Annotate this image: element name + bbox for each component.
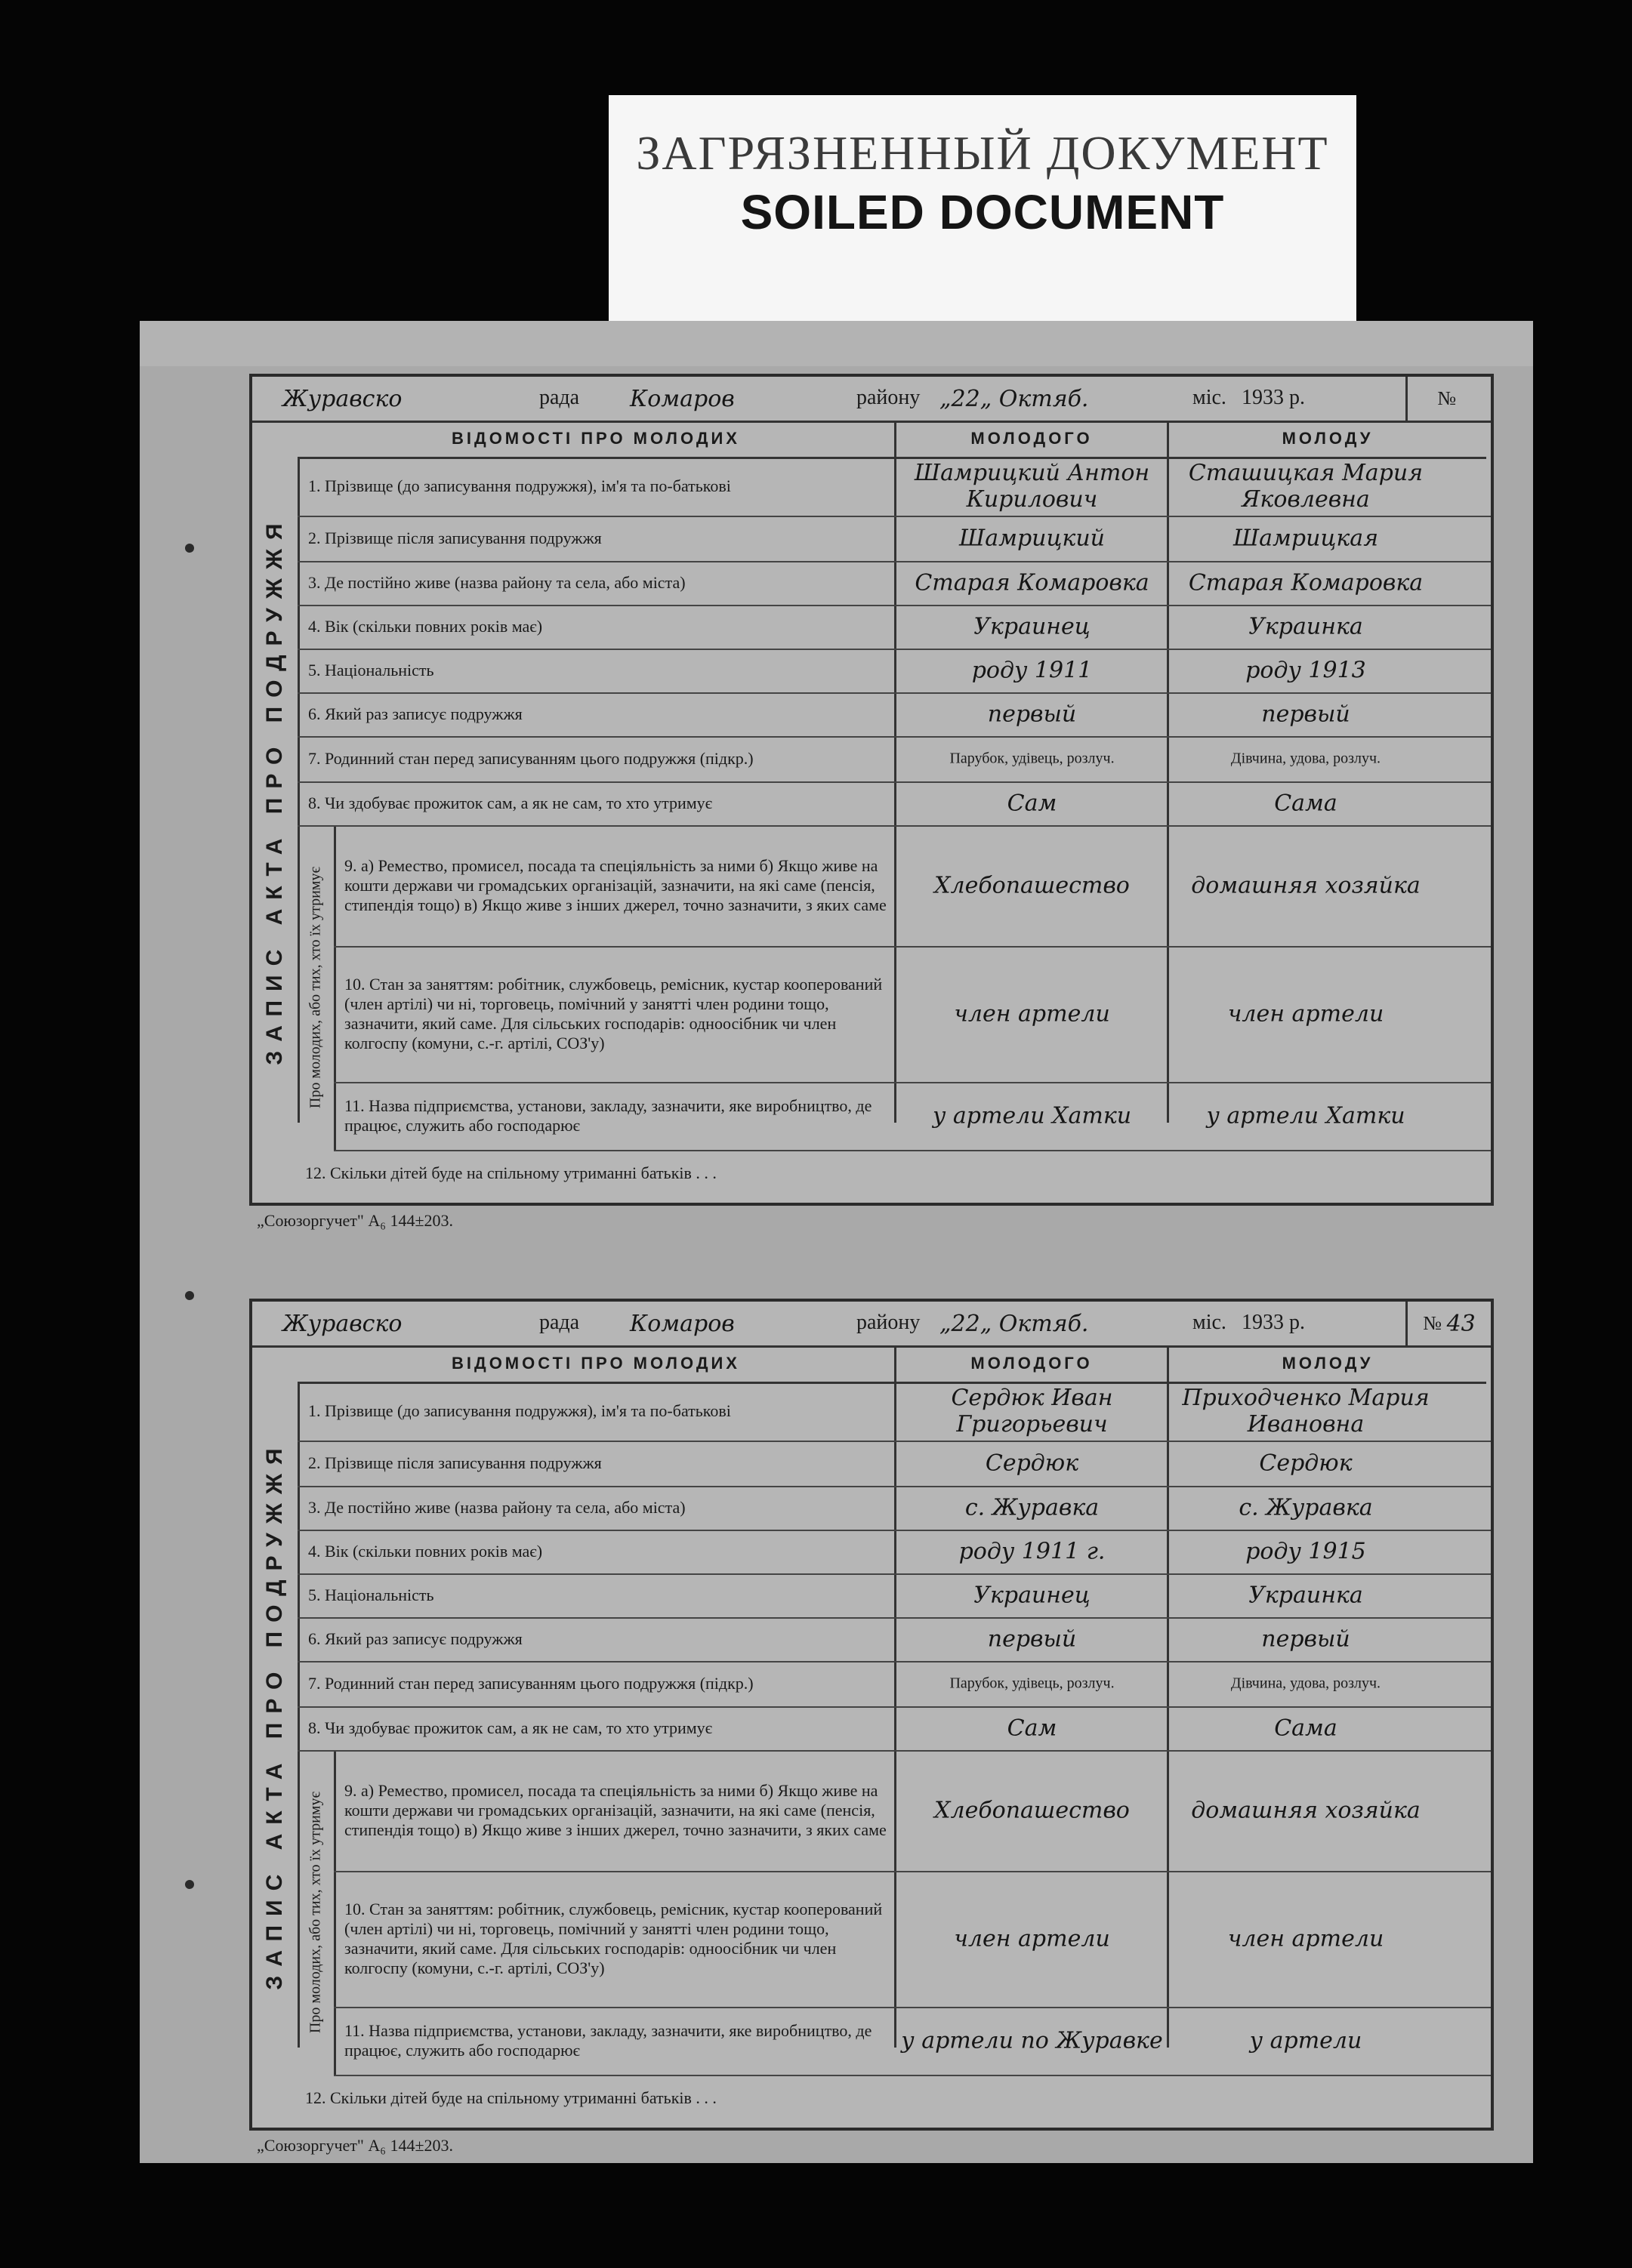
marriage-form-1 (249, 374, 1494, 1206)
question-8: 8. Чи здобуває прожиток сам, а як не сам, то хто утримує (308, 1718, 713, 1737)
column-header-info: ВІДОМОСТІ ПРО МОЛОДИХ (298, 1345, 894, 1384)
question-2: 2. Прізвище після записування подружжя (308, 1453, 602, 1472)
question-5: 5. Національність (308, 661, 434, 679)
form-row (298, 1486, 1491, 1531)
question-12: 12. Скільки дітей буде на спільному утриманні батьків . . . (305, 1163, 717, 1182)
bride-answer-9: домашняя хозяйка (1191, 872, 1421, 899)
groom-answer-11: у артели по Журавке (901, 2027, 1163, 2054)
form-row (298, 1617, 1491, 1662)
form-row (298, 605, 1491, 650)
vertical-title: ЗАПИС АКТА ПРО ПОДРУЖЖЯ (252, 457, 300, 1123)
groom-answer-3: с. Журавка (964, 1494, 1100, 1521)
question-9: 9. а) Ремество, промисел, посада та спеціяльність за ними б) Якщо живе на кошти держави чи громадських організацій, зазначити, на які саме (пенсія, стипендія тощо) в) Якщо живе з інших джерел, точно зазначити, з яких саме (344, 856, 887, 914)
bride-marital-options: Дівчина, удова, розлуч. (1230, 750, 1381, 767)
groom-answer-6: первый (987, 701, 1077, 728)
bride-answer-5: роду 1913 (1245, 657, 1366, 684)
bride-answer-2: Шамрицкая (1232, 525, 1379, 552)
groom-answer-4: Украинец (973, 613, 1091, 640)
question-1: 1. Прізвище (до записування подружжя), ім'я та по-батькові (308, 476, 731, 495)
bride-answer-10: член артели (1227, 1000, 1384, 1028)
form-row (298, 781, 1491, 827)
form-row (334, 1750, 1491, 1872)
question-11: 11. Назва підприємства, установи, закладу, зазначити, яке виробництво, де працює, служить або господарює (344, 1096, 872, 1135)
month-label: міс. (1192, 1311, 1226, 1334)
bride-answer-4: роду 1915 (1245, 1538, 1366, 1565)
bride-marital-options: Дівчина, удова, розлуч. (1230, 1675, 1381, 1692)
vertical-title: ЗАПИС АКТА ПРО ПОДРУЖЖЯ (252, 1382, 300, 2048)
form-row (298, 457, 1491, 517)
record-number-box: № (1405, 377, 1491, 421)
groom-answer-6: первый (987, 1626, 1077, 1653)
form-row (298, 1661, 1491, 1708)
groom-answer-10: член артели (954, 1925, 1110, 1952)
groom-answer-9: Хлебопашество (934, 872, 1130, 899)
bride-answer-2: Сердюк (1259, 1450, 1353, 1477)
month-label: міс. (1192, 386, 1226, 409)
date-value: „22„ Октяб. (939, 1311, 1089, 1337)
groom-answer-8: Сам (1007, 1715, 1057, 1742)
form-row (298, 1441, 1491, 1487)
form-row (298, 1573, 1491, 1619)
printer-imprint: „Союзоргучет" А₆ 144±203. (257, 2136, 454, 2155)
bride-answer-1: Сташицкая Мария Яковлевна (1188, 460, 1424, 513)
form-row (334, 946, 1491, 1083)
bride-answer-8: Сама (1274, 790, 1337, 817)
form-row (334, 2007, 1491, 2076)
question-10: 10. Стан за заняттям: робітник, службовець, ремісник, кустар кооперований (член артілі) чи ні, торговець, помічний у занятті член родини тощо, зазначити, який саме. Для сільських господарів: одноосібник чи член колгоспу (комуни, с.-г. артілі, СОЗ'у) (344, 975, 883, 1052)
bride-answer-11: у артели (1249, 2027, 1362, 2054)
raion-label: району (856, 386, 921, 409)
question-4: 4. Вік (скільки повних років має) (308, 617, 543, 636)
marriage-form-2 (249, 1299, 1494, 2131)
bride-answer-10: член артели (1227, 1925, 1384, 1952)
printer-imprint: „Союзоргучет" А₆ 144±203. (257, 1211, 454, 1230)
question-6: 6. Який раз записує подружжя (308, 704, 523, 723)
question-1: 1. Прізвище (до записування подружжя), ім'я та по-батькові (308, 1401, 731, 1420)
column-header-groom: МОЛОДОГО (896, 1345, 1167, 1384)
vertical-subtitle: Про молодих, або тих, хто їх утримує (298, 1750, 336, 2075)
bride-answer-4: Украинка (1248, 613, 1363, 640)
form-row (298, 692, 1491, 738)
form-row (298, 736, 1491, 783)
bride-answer-9: домашняя хозяйка (1191, 1797, 1421, 1824)
groom-answer-1: Сердюк Иван Григорьевич (951, 1385, 1113, 1438)
question-6: 6. Який раз записує подружжя (308, 1629, 523, 1648)
groom-answer-11: у артели Хатки (932, 1102, 1132, 1129)
question-8: 8. Чи здобуває прожиток сам, а як не сам, то хто утримує (308, 793, 713, 812)
label-en: SOILED DOCUMENT (740, 185, 1225, 239)
form-row (298, 1530, 1491, 1575)
question-12: 12. Скільки дітей буде на спільному утриманні батьків . . . (305, 2088, 717, 2107)
rada-label: рада (539, 1311, 580, 1334)
form-row (298, 649, 1491, 694)
question-11: 11. Назва підприємства, установи, закладу, зазначити, яке виробництво, де працює, служить або господарює (344, 2021, 872, 2060)
form-row (334, 825, 1491, 948)
form-row (298, 516, 1491, 562)
groom-marital-options: Парубок, удівець, розлуч. (949, 750, 1115, 767)
bride-answer-11: у артели Хатки (1206, 1102, 1405, 1129)
date-value: „22„ Октяб. (939, 386, 1089, 412)
question-4: 4. Вік (скільки повних років має) (308, 1542, 543, 1561)
question-10: 10. Стан за заняттям: робітник, службовець, ремісник, кустар кооперований (член артілі) чи ні, торговець, помічний у занятті член родини тощо, зазначити, який саме. Для сільських господарів: одноосібник чи член колгоспу (комуни, с.-г. артілі, СОЗ'у) (344, 1900, 883, 1977)
record-number: 43 (1446, 1310, 1476, 1337)
question-9: 9. а) Ремество, промисел, посада та спеціяльність за ними б) Якщо живе на кошти держави чи громадських організацій, зазначити, на які саме (пенсія, стипендія тощо) в) Якщо живе з інших джерел, точно зазначити, з яких саме (344, 1781, 887, 1839)
groom-answer-3: Старая Комаровка (915, 569, 1149, 596)
record-number-box: № 43 (1405, 1302, 1491, 1345)
groom-answer-9: Хлебопашество (934, 1797, 1130, 1824)
archive-label (609, 95, 1356, 322)
groom-answer-5: роду 1911 (971, 657, 1093, 684)
vertical-subtitle: Про молодих, або тих, хто їх утримує (298, 825, 336, 1150)
form-row (298, 561, 1491, 606)
question-3: 3. Де постійно живе (назва району та села, або міста) (308, 1498, 686, 1517)
bride-answer-3: с. Журавка (1239, 1494, 1373, 1521)
groom-answer-10: член артели (954, 1000, 1110, 1028)
raion-value: Комаров (630, 386, 735, 412)
question-5: 5. Національність (308, 1585, 434, 1604)
question-3: 3. Де постійно живе (назва району та села, або міста) (308, 573, 686, 592)
bride-answer-1: Приходченко Мария Ивановна (1182, 1385, 1430, 1438)
column-header-bride: МОЛОДУ (1169, 1345, 1486, 1384)
bride-answer-6: первый (1261, 1626, 1350, 1653)
form-row (298, 1706, 1491, 1752)
year-value: 1933 р. (1242, 386, 1305, 409)
form-row (334, 1082, 1491, 1151)
groom-answer-5: Украинец (973, 1582, 1091, 1609)
year-value: 1933 р. (1242, 1311, 1305, 1334)
question-7: 7. Родинний стан перед записуванням цього подружжя (підкр.) (308, 1674, 754, 1693)
rada-value: Журавско (282, 1311, 403, 1337)
form-row (298, 1382, 1491, 1442)
groom-answer-2: Шамрицкий (958, 525, 1105, 552)
bride-answer-5: Украинка (1248, 1582, 1363, 1609)
column-header-info: ВІДОМОСТІ ПРО МОЛОДИХ (298, 421, 894, 459)
raion-label: району (856, 1311, 921, 1334)
bride-answer-8: Сама (1274, 1715, 1337, 1742)
rada-label: рада (539, 386, 580, 409)
column-header-groom: МОЛОДОГО (896, 421, 1167, 459)
form-row (334, 1871, 1491, 2008)
column-header-bride: МОЛОДУ (1169, 421, 1486, 459)
rada-value: Журавско (282, 386, 403, 412)
question-7: 7. Родинний стан перед записуванням цього подружжя (підкр.) (308, 749, 754, 768)
groom-answer-8: Сам (1007, 790, 1057, 817)
form-header (252, 1302, 1491, 1348)
groom-answer-2: Сердюк (985, 1450, 1079, 1477)
question-2: 2. Прізвище після записування подружжя (308, 528, 602, 547)
bride-answer-3: Старая Комаровка (1188, 569, 1424, 596)
groom-answer-1: Шамрицкий Антон Кирилович (914, 460, 1150, 513)
groom-answer-4: роду 1911 г. (958, 1538, 1106, 1565)
raion-value: Комаров (630, 1311, 735, 1337)
form-header (252, 377, 1491, 423)
label-ru: ЗАГРЯЗНЕННЫЙ ДОКУМЕНТ (636, 126, 1329, 180)
groom-marital-options: Парубок, удівець, розлуч. (949, 1675, 1115, 1692)
bride-answer-6: первый (1261, 701, 1350, 728)
